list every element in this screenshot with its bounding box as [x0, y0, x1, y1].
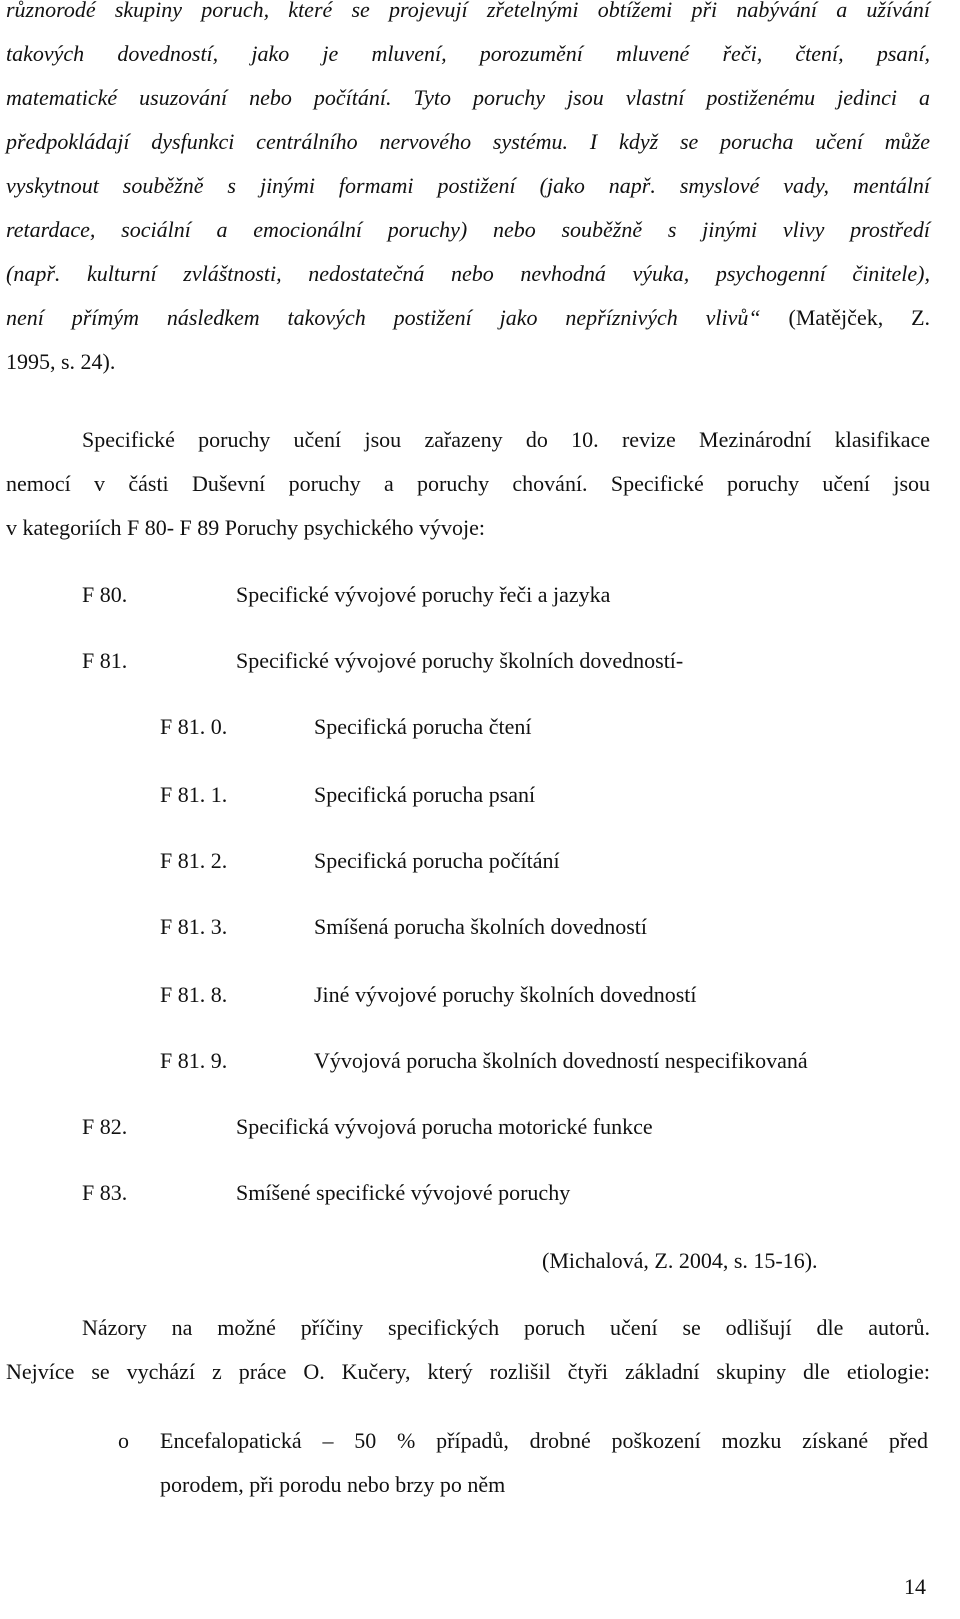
subcategory-label: Specifická porucha psaní [314, 782, 536, 807]
subcategory-label: Specifická porucha čtení [314, 714, 532, 739]
bullet-text-line: porodem, při porodu nebo brzy po něm [160, 1472, 506, 1497]
text-line: vyskytnout souběžně s jinými formami postižení (jako např. smyslové vady, mentální [6, 173, 930, 198]
intro-paragraph [6, 0, 930, 384]
text-line: Specifické poruchy učení jsou zařazeny do 10. revize Mezinárodní klasifikace [82, 427, 930, 452]
text-line: nemocí v části Duševní poruchy a poruchy chování. Specifické poruchy učení jsou [6, 471, 930, 496]
category-code: F 83. [82, 1180, 128, 1205]
subcategory-code: F 81. 3. [160, 914, 228, 939]
bullet-marker: o [118, 1428, 129, 1453]
subcategory-code: F 81. 8. [160, 982, 228, 1007]
category-label: Specifická vývojová porucha motorické funkce [236, 1114, 653, 1139]
text-line: (např. kulturní zvláštnosti, nedostatečná nebo nevhodná výuka, psychogenní činitele), [6, 261, 930, 286]
category-label: Specifické vývojové poruchy řeči a jazyka [236, 582, 611, 607]
text-line: takových dovedností, jako je mluvení, porozumění mluvené řeči, čtení, psaní, [6, 41, 930, 66]
text-line: retardace, sociální a emocionální poruchy) nebo souběžně s jinými vlivy prostředí [6, 217, 930, 242]
category-label: Smíšené specifické vývojové poruchy [236, 1180, 571, 1205]
citation-end: 1995, s. 24). [6, 349, 116, 374]
text-line: Nejvíce se vychází z práce O. Kučery, který rozlišil čtyři základní skupiny dle etiologie: [6, 1359, 930, 1384]
citation-author: (Matějček, Z. [788, 305, 931, 330]
subcategory-label: Vývojová porucha školních dovedností nespecifikovaná [314, 1048, 808, 1073]
subcategory-code: F 81. 1. [160, 782, 228, 807]
category-code: F 81. [82, 648, 128, 673]
text-line: matematické usuzování nebo počítání. Tyto poruchy jsou vlastní postiženému jedinci a [6, 85, 930, 110]
page-number: 14 [904, 1574, 926, 1599]
text-line: není přímým následkem takových postižení jako nepříznivých vlivů“ [6, 305, 761, 330]
text-line: v kategoriích F 80- F 89 Poruchy psychického vývoje: [6, 515, 486, 540]
source-citation: (Michalová, Z. 2004, s. 15-16). [542, 1248, 818, 1273]
subcategory-code: F 81. 2. [160, 848, 228, 873]
category-code: F 82. [82, 1114, 128, 1139]
text-line: Názory na možné příčiny specifických poruch učení se odlišují dle autorů. [82, 1315, 930, 1340]
text-line: různorodé skupiny poruch, které se projevují zřetelnými obtížemi při nabývání a užívání [6, 0, 930, 22]
text-line-with-citation [6, 296, 930, 340]
text-line: předpokládají dysfunkci centrálního nervového systému. I když se porucha učení může [6, 129, 930, 154]
subcategory-label: Smíšená porucha školních dovedností [314, 914, 648, 939]
opinions-paragraph [6, 1306, 930, 1394]
classification-paragraph [6, 418, 930, 550]
category-code: F 80. [82, 582, 128, 607]
bullet-text-line: Encefalopatická – 50 % případů, drobné poškození mozku získané před [160, 1428, 928, 1453]
subcategory-code: F 81. 0. [160, 714, 228, 739]
subcategory-label: Jiné vývojové poruchy školních dovedností [314, 982, 697, 1007]
category-label: Specifické vývojové poruchy školních dovedností- [236, 648, 684, 673]
subcategory-label: Specifická porucha počítání [314, 848, 560, 873]
subcategory-code: F 81. 9. [160, 1048, 228, 1073]
